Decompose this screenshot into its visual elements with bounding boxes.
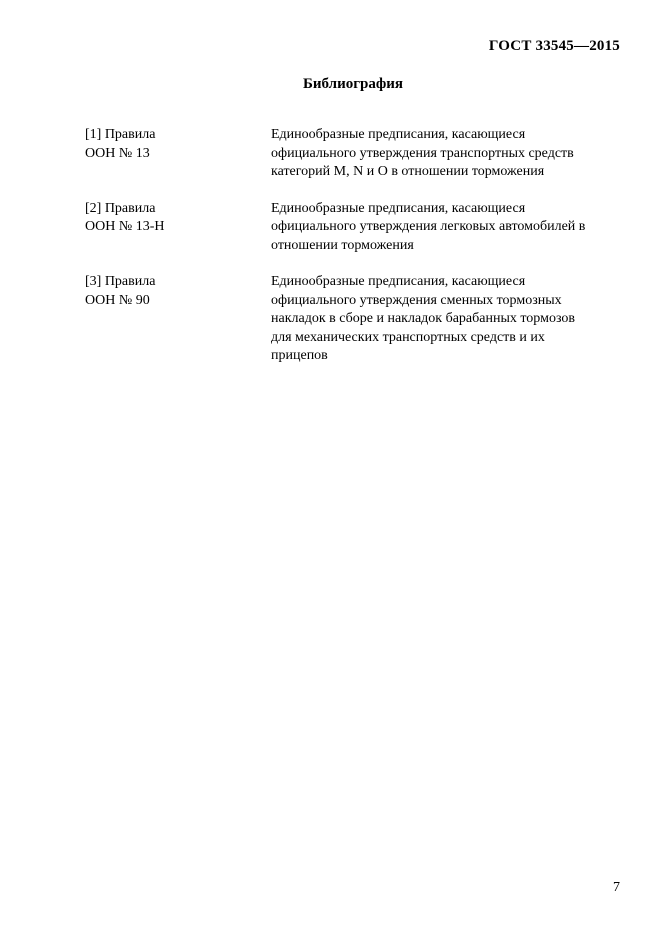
bibliography-entry [85, 273, 645, 366]
description-line: отношении торможения [271, 237, 414, 253]
standard-code: ГОСТ 33545—2015 [488, 38, 620, 54]
bibliography-description [271, 273, 645, 366]
bibliography-reference [85, 273, 271, 366]
page-number: 7 [613, 880, 620, 895]
bibliography-description [271, 126, 645, 182]
bibliography-entry [85, 126, 645, 182]
bibliography-description [271, 200, 645, 256]
description-line: категорий M, N и O в отношении торможения [271, 164, 545, 179]
reference-line: ООН № 90 [85, 292, 150, 308]
description-line: официального утверждения транспортных средств [271, 145, 574, 161]
reference-line: [3] Правила [85, 274, 156, 289]
description-line: Единообразные предписания, касающиеся [271, 127, 526, 142]
reference-line: [1] Правила [85, 127, 156, 142]
bibliography-entry [85, 200, 645, 256]
reference-line: ООН № 13-H [85, 219, 165, 234]
reference-line: [2] Правила [85, 200, 156, 216]
bibliography-reference [85, 200, 271, 256]
description-line: Единообразные предписания, касающиеся [271, 200, 526, 216]
description-line: для механических транспортных средств и их [271, 329, 545, 345]
description-line: накладок в сборе и накладок барабанных тормозов [271, 311, 576, 326]
description-line: официального утверждения легковых автомобилей в [271, 219, 586, 234]
bibliography-list [85, 126, 645, 384]
description-line: Единообразные предписания, касающиеся [271, 274, 526, 289]
reference-line: ООН № 13 [85, 145, 150, 161]
description-line: официального утверждения сменных тормозных [271, 292, 562, 308]
page-title: Библиография [302, 76, 404, 92]
bibliography-reference [85, 126, 271, 182]
description-line: прицепов [271, 348, 328, 363]
